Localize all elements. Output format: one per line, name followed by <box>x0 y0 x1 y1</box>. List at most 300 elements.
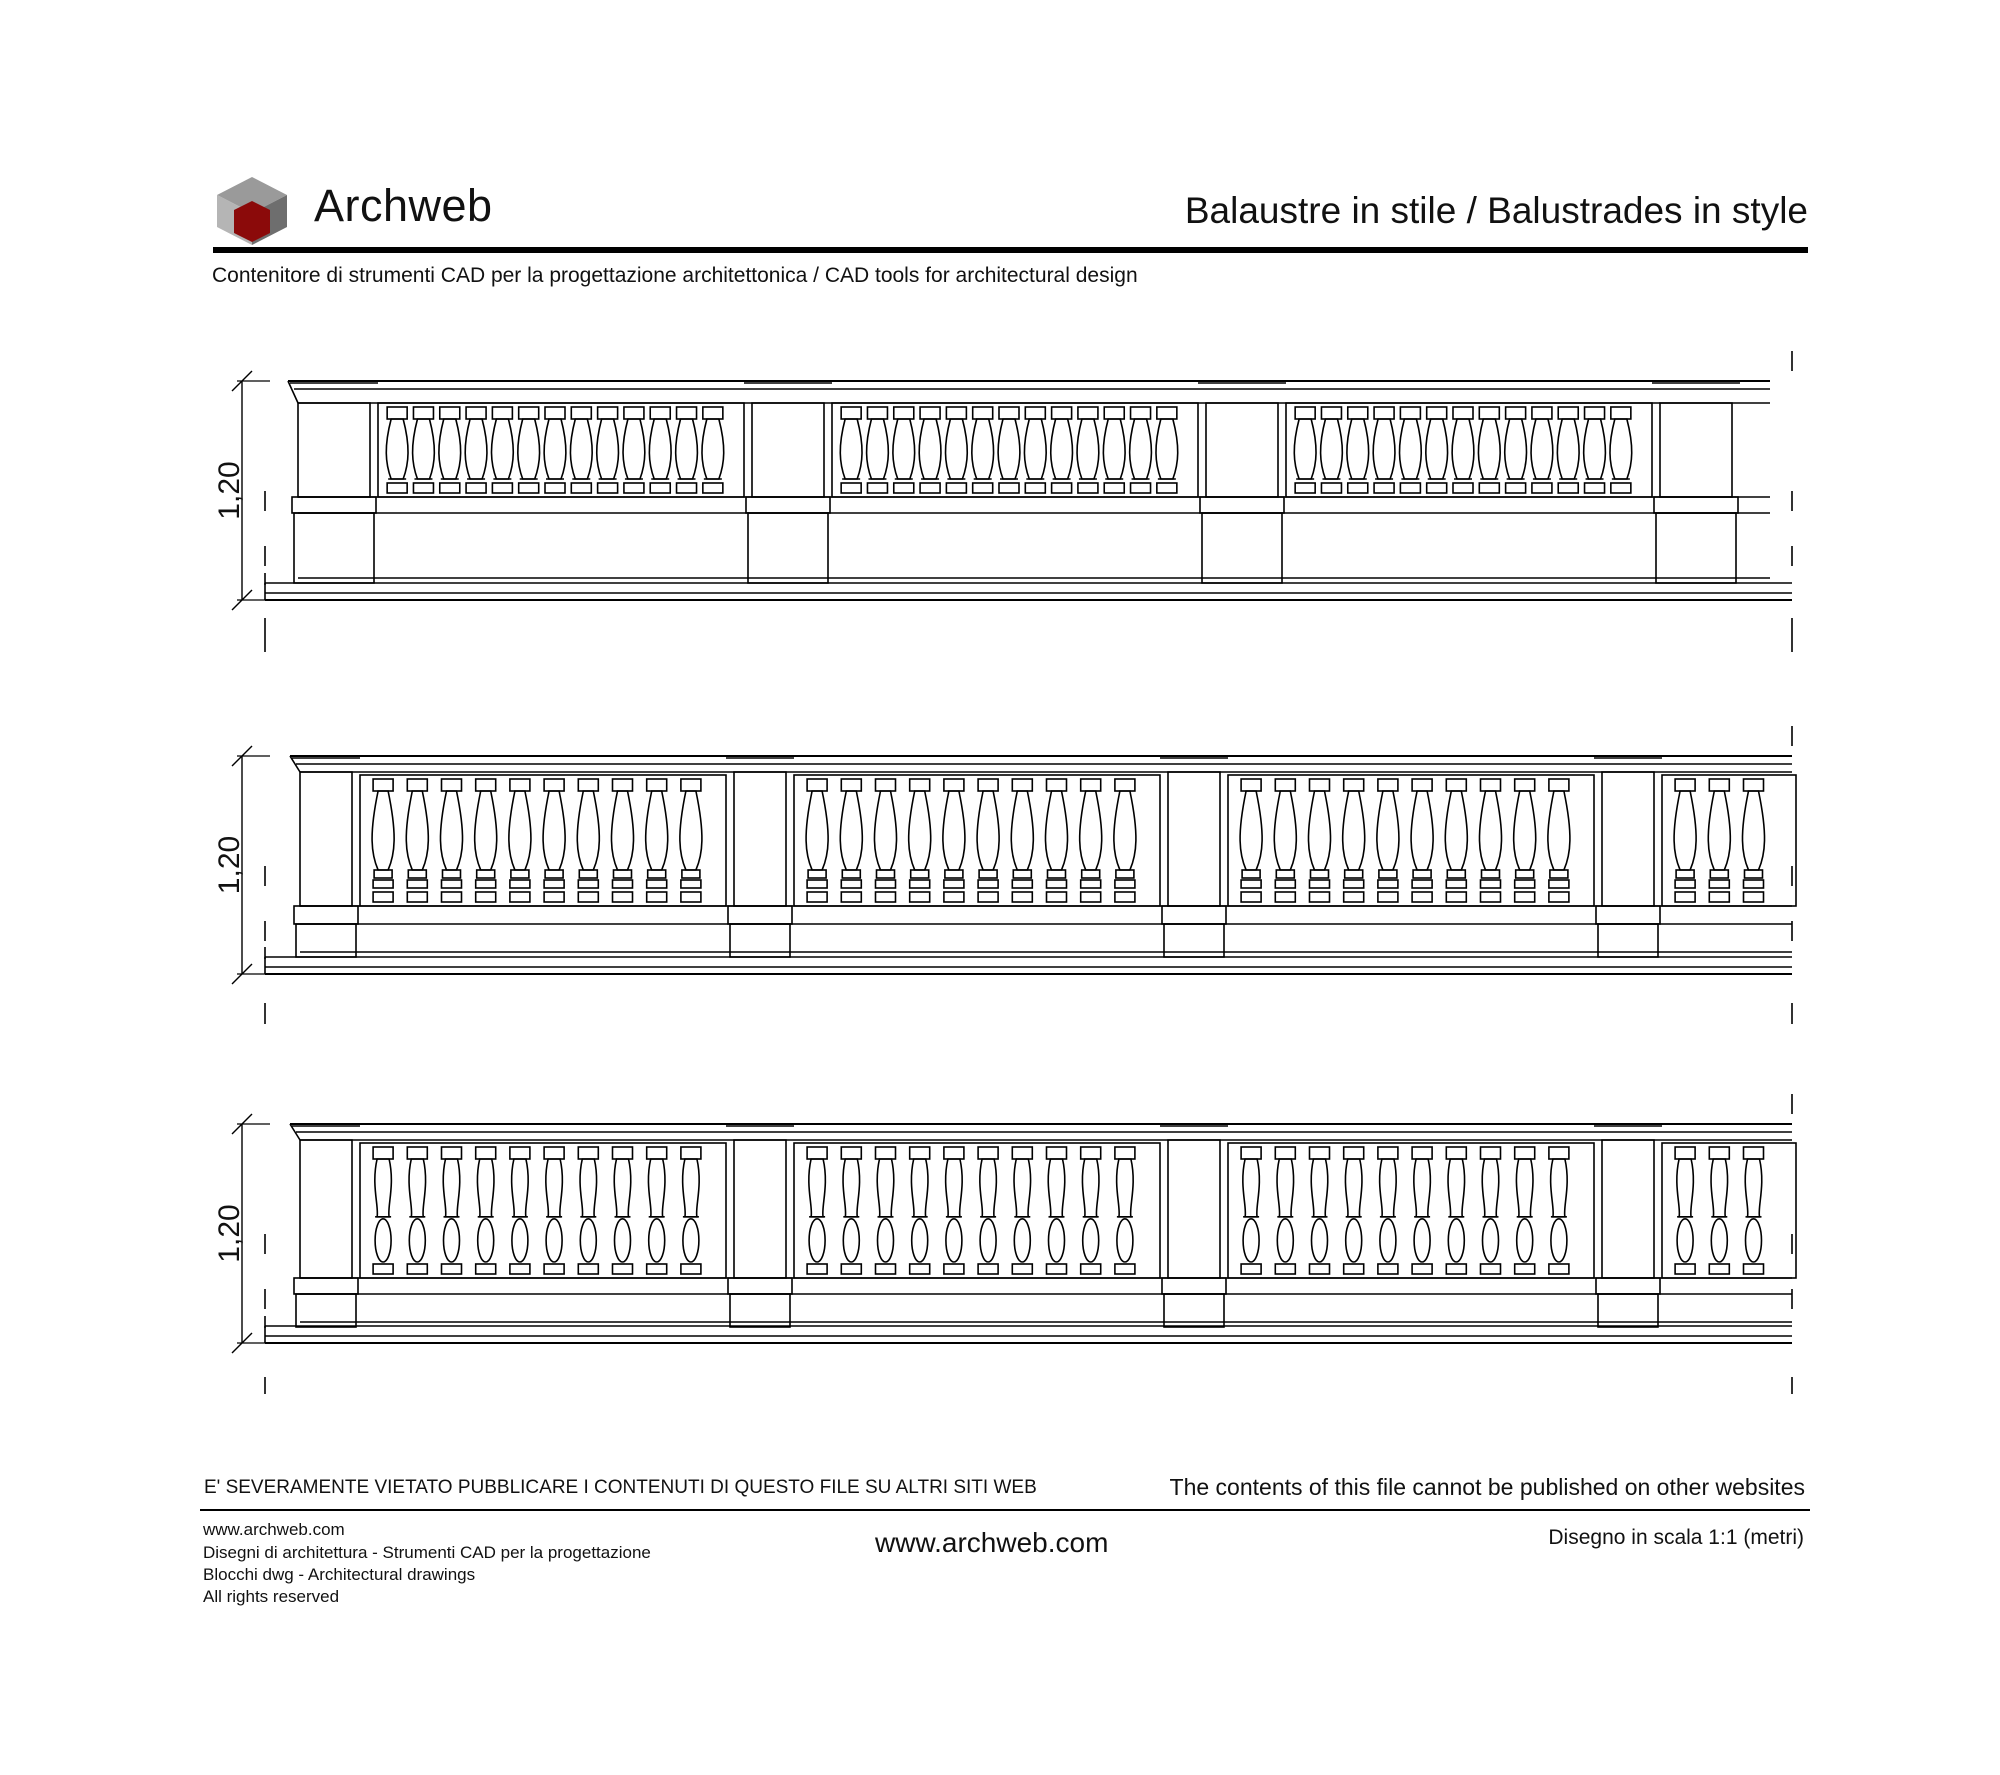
baluster-base <box>1412 1264 1432 1274</box>
baluster-base <box>1078 483 1098 493</box>
baluster-base <box>807 892 827 902</box>
baluster-base <box>1709 892 1729 902</box>
baluster-upper-bulb <box>1448 1159 1465 1217</box>
baluster-upper-bulb <box>512 1159 529 1217</box>
baluster-body <box>676 419 698 479</box>
baluster-body <box>1584 419 1606 479</box>
baluster-base <box>1453 483 1473 493</box>
baluster-cap <box>1515 1147 1535 1159</box>
baluster-cap <box>1479 407 1499 419</box>
baluster-cap <box>978 1147 998 1159</box>
baluster-lower-bulb <box>444 1219 460 1262</box>
baluster-base <box>1012 1264 1032 1274</box>
baluster-lower-bulb <box>580 1219 596 1262</box>
baluster-collar <box>911 870 929 878</box>
copyright-warning-english: The contents of this file cannot be published on other websites <box>1169 1474 1805 1500</box>
baluster-cap <box>519 407 539 419</box>
baluster-lower-bulb <box>1746 1219 1762 1262</box>
baluster-base <box>703 483 723 493</box>
baluster-base <box>545 483 565 493</box>
baluster-base <box>910 892 930 902</box>
baluster-cap <box>1453 407 1473 419</box>
baluster-collar <box>1447 870 1465 878</box>
baluster-cap <box>1052 407 1072 419</box>
baluster-base <box>841 1264 861 1274</box>
baluster-cap <box>407 779 427 791</box>
baluster-cap <box>1275 1147 1295 1159</box>
baluster-collar <box>1048 870 1066 878</box>
baluster-bulb <box>1080 791 1102 870</box>
baluster-ring <box>1012 880 1032 888</box>
baluster-collar <box>1276 870 1294 878</box>
baluster-body <box>1426 419 1448 479</box>
bay-frame <box>1228 1143 1594 1278</box>
baluster-ring <box>442 880 462 888</box>
baluster-cap <box>442 1147 462 1159</box>
baluster-ring <box>1446 880 1466 888</box>
baluster-bulb <box>1674 791 1696 870</box>
baluster-upper-bulb <box>1048 1159 1065 1217</box>
pier <box>300 1140 352 1278</box>
baluster-cap <box>978 779 998 791</box>
pier-base-moulding <box>746 497 830 513</box>
baluster-ring <box>944 880 964 888</box>
baluster-base <box>1241 1264 1261 1274</box>
baluster-lower-bulb <box>649 1219 665 1262</box>
baluster-lower-bulb <box>1483 1219 1499 1262</box>
pier <box>752 403 824 497</box>
baluster-base <box>1115 892 1135 902</box>
pier <box>734 1140 786 1278</box>
baluster-upper-bulb <box>877 1159 894 1217</box>
baluster-cap <box>1744 1147 1764 1159</box>
baluster-cap <box>1585 407 1605 419</box>
baluster-lower-bulb <box>980 1219 996 1262</box>
baluster-cap <box>841 1147 861 1159</box>
baluster-base <box>876 892 896 902</box>
baluster-base <box>1275 892 1295 902</box>
baluster-ring <box>807 880 827 888</box>
balustrade-elevation-3 <box>213 1094 1796 1394</box>
baluster-cap <box>647 779 667 791</box>
baluster-base <box>1446 1264 1466 1274</box>
baluster-cap <box>492 407 512 419</box>
baluster-cap <box>681 779 701 791</box>
baluster-cap <box>647 1147 667 1159</box>
footer-website-link[interactable]: www.archweb.com <box>875 1527 1109 1558</box>
bay-frame <box>794 1143 1160 1278</box>
baluster-base <box>1241 892 1261 902</box>
baluster-cap <box>1374 407 1394 419</box>
baluster-base <box>1378 1264 1398 1274</box>
baluster-cap <box>1675 779 1695 791</box>
baluster-lower-bulb <box>409 1219 425 1262</box>
baluster-base <box>1348 483 1368 493</box>
pier-base-moulding <box>1162 1278 1226 1294</box>
baluster-cap <box>681 1147 701 1159</box>
baluster-cap <box>1344 779 1364 791</box>
baluster-bulb <box>1377 791 1399 870</box>
baluster-bulb <box>943 791 965 870</box>
baluster-upper-bulb <box>1551 1159 1568 1217</box>
baluster-cap <box>946 407 966 419</box>
baluster-base <box>1310 892 1330 902</box>
dimension-label: 1,20 <box>213 835 246 895</box>
baluster-upper-bulb <box>843 1159 860 1217</box>
baluster-cap <box>1078 407 1098 419</box>
baluster-cap <box>571 407 591 419</box>
baluster-cap <box>544 1147 564 1159</box>
baluster-base <box>1344 1264 1364 1274</box>
baluster-cap <box>1012 779 1032 791</box>
baluster-base <box>650 483 670 493</box>
baluster-bulb <box>1308 791 1330 870</box>
brand-name: Archweb <box>314 180 493 231</box>
baluster-base <box>1025 483 1045 493</box>
baluster-cap <box>841 779 861 791</box>
baluster-cap <box>1744 779 1764 791</box>
baluster-cap <box>1532 407 1552 419</box>
baluster-ring <box>978 880 998 888</box>
baluster-base <box>647 892 667 902</box>
baluster-ring <box>1412 880 1432 888</box>
baluster-body <box>570 419 592 479</box>
baluster-cap <box>1549 1147 1569 1159</box>
baluster-collar <box>614 870 632 878</box>
page-subtitle: Contenitore di strumenti CAD per la progettazione architettonica / CAD tools for architectural design <box>212 264 1138 287</box>
baluster-base <box>841 483 861 493</box>
baluster-body <box>840 419 862 479</box>
baluster-upper-bulb <box>580 1159 597 1217</box>
baluster-base <box>841 892 861 902</box>
balustrade-elevation-2 <box>213 726 1796 1024</box>
baluster-body <box>1051 419 1073 479</box>
pier <box>1602 772 1654 906</box>
pier <box>298 403 370 497</box>
baluster-cap <box>544 779 564 791</box>
baluster-base <box>867 483 887 493</box>
baluster-ring <box>510 880 530 888</box>
baluster-cap <box>1241 1147 1261 1159</box>
baluster-cap <box>476 1147 496 1159</box>
baluster-cap <box>373 1147 393 1159</box>
baluster-cap <box>1515 779 1535 791</box>
baluster-upper-bulb <box>546 1159 563 1217</box>
baluster-cap <box>613 779 633 791</box>
baluster-cap <box>1025 407 1045 419</box>
baluster-body <box>465 419 487 479</box>
baluster-collar <box>1345 870 1363 878</box>
baluster-lower-bulb <box>1677 1219 1693 1262</box>
baluster-body <box>597 419 619 479</box>
baluster-cap <box>807 779 827 791</box>
baluster-body <box>386 419 408 479</box>
baluster-body <box>649 419 671 479</box>
pier-base-moulding <box>1162 906 1226 924</box>
baluster-cap <box>677 407 697 419</box>
baluster-bulb <box>1274 791 1296 870</box>
baluster-cap <box>910 1147 930 1159</box>
baluster-lower-bulb <box>1049 1219 1065 1262</box>
baluster-cap <box>1378 1147 1398 1159</box>
baluster-base <box>1374 483 1394 493</box>
baluster-bulb <box>577 791 599 870</box>
baluster-collar <box>979 870 997 878</box>
baluster-base <box>1310 1264 1330 1274</box>
baluster-cap <box>1481 1147 1501 1159</box>
baluster-base <box>1549 892 1569 902</box>
baluster-cap <box>1104 407 1124 419</box>
baluster-lower-bulb <box>843 1219 859 1262</box>
baluster-ring <box>1275 880 1295 888</box>
baluster-body <box>867 419 889 479</box>
baluster-body <box>1400 419 1422 479</box>
dimension-label: 1,20 <box>213 461 246 520</box>
baluster-lower-bulb <box>946 1219 962 1262</box>
baluster-upper-bulb <box>648 1159 665 1217</box>
baluster-bulb <box>806 791 828 870</box>
baluster-ring <box>1115 880 1135 888</box>
baluster-upper-bulb <box>443 1159 460 1217</box>
baluster-cap <box>1115 1147 1135 1159</box>
baluster-base <box>1012 892 1032 902</box>
baluster-lower-bulb <box>1117 1219 1133 1262</box>
baluster-ring <box>1047 880 1067 888</box>
baluster-cap <box>807 1147 827 1159</box>
baluster-collar <box>545 870 563 878</box>
baluster-base <box>571 483 591 493</box>
baluster-cap <box>1378 779 1398 791</box>
baluster-bulb <box>646 791 668 870</box>
pier-base-moulding <box>292 497 376 513</box>
baluster-bulb <box>1114 791 1136 870</box>
baluster-base <box>1275 1264 1295 1274</box>
baluster-upper-bulb <box>409 1159 426 1217</box>
baluster-ring <box>910 880 930 888</box>
baluster-cap <box>1295 407 1315 419</box>
baluster-base <box>544 892 564 902</box>
baluster-ring <box>1378 880 1398 888</box>
pier <box>734 772 786 906</box>
baluster-lower-bulb <box>1711 1219 1727 1262</box>
pier-base-moulding <box>1596 906 1660 924</box>
baluster-body <box>972 419 994 479</box>
baluster-base <box>440 483 460 493</box>
baluster-collar <box>648 870 666 878</box>
baluster-collar <box>1516 870 1534 878</box>
baluster-base <box>1481 1264 1501 1274</box>
baluster-cap <box>999 407 1019 419</box>
baluster-upper-bulb <box>1345 1159 1362 1217</box>
baluster-upper-bulb <box>1711 1159 1728 1217</box>
baluster-bulb <box>372 791 394 870</box>
baluster-body <box>413 419 435 479</box>
baluster-lower-bulb <box>1312 1219 1328 1262</box>
baluster-base <box>519 483 539 493</box>
baluster-collar <box>1413 870 1431 878</box>
baluster-body <box>439 419 461 479</box>
baluster-cap <box>1709 1147 1729 1159</box>
baluster-cap <box>1558 407 1578 419</box>
baluster-upper-bulb <box>614 1159 631 1217</box>
baluster-body <box>1347 419 1369 479</box>
baluster-base <box>1481 892 1501 902</box>
baluster-cap <box>944 1147 964 1159</box>
baluster-body <box>1024 419 1046 479</box>
baluster-body <box>1505 419 1527 479</box>
baluster-upper-bulb <box>477 1159 494 1217</box>
baluster-lower-bulb <box>809 1219 825 1262</box>
baluster-upper-bulb <box>1082 1159 1099 1217</box>
baluster-lower-bulb <box>1551 1219 1567 1262</box>
baluster-base <box>613 892 633 902</box>
baluster-ring <box>1675 880 1695 888</box>
baluster-ring <box>876 880 896 888</box>
baluster-ring <box>841 880 861 888</box>
baluster-body <box>1373 419 1395 479</box>
baluster-cap <box>387 407 407 419</box>
baluster-upper-bulb <box>1311 1159 1328 1217</box>
baluster-base <box>476 892 496 902</box>
baluster-cap <box>1446 1147 1466 1159</box>
baluster-collar <box>1013 870 1031 878</box>
baluster-ring <box>1344 880 1364 888</box>
baluster-cap <box>1675 1147 1695 1159</box>
baluster-base <box>1081 1264 1101 1274</box>
baluster-base <box>1446 892 1466 902</box>
baluster-cap <box>1506 407 1526 419</box>
baluster-lower-bulb <box>1083 1219 1099 1262</box>
baluster-upper-bulb <box>1277 1159 1294 1217</box>
baluster-base <box>946 483 966 493</box>
baluster-cap <box>1412 1147 1432 1159</box>
baluster-base <box>1744 1264 1764 1274</box>
baluster-ring <box>1481 880 1501 888</box>
pier <box>1602 1140 1654 1278</box>
baluster-bulb <box>1514 791 1536 870</box>
baluster-bulb <box>874 791 896 870</box>
baluster-base <box>598 483 618 493</box>
baluster-cap <box>1081 779 1101 791</box>
baluster-base <box>681 892 701 902</box>
baluster-lower-bulb <box>1517 1219 1533 1262</box>
baluster-bulb <box>1445 791 1467 870</box>
baluster-base <box>544 1264 564 1274</box>
baluster-upper-bulb <box>1677 1159 1694 1217</box>
baluster-base <box>1295 483 1315 493</box>
baluster-base <box>578 1264 598 1274</box>
baluster-cap <box>1047 779 1067 791</box>
baluster-ring <box>647 880 667 888</box>
baluster-bulb <box>1411 791 1433 870</box>
baluster-body <box>1077 419 1099 479</box>
pier <box>1206 403 1278 497</box>
baluster-bulb <box>475 791 497 870</box>
baluster-cap <box>944 779 964 791</box>
baluster-base <box>1052 483 1072 493</box>
baluster-base <box>920 483 940 493</box>
baluster-ring <box>578 880 598 888</box>
baluster-cap <box>476 779 496 791</box>
baluster-collar <box>1082 870 1100 878</box>
baluster-cap <box>894 407 914 419</box>
baluster-base <box>910 1264 930 1274</box>
baluster-lower-bulb <box>478 1219 494 1262</box>
baluster-body <box>1156 419 1178 479</box>
baluster-cap <box>1047 1147 1067 1159</box>
baluster-base <box>1157 483 1177 493</box>
baluster-base <box>510 892 530 902</box>
baluster-base <box>613 1264 633 1274</box>
baluster-cap <box>703 407 723 419</box>
baluster-ring <box>1081 880 1101 888</box>
baluster-body <box>1557 419 1579 479</box>
baluster-collar <box>877 870 895 878</box>
baluster-lower-bulb <box>878 1219 894 1262</box>
pier-base-moulding <box>294 1278 358 1294</box>
baluster-bulb <box>1343 791 1365 870</box>
baluster-ring <box>1310 880 1330 888</box>
baluster-upper-bulb <box>683 1159 700 1217</box>
baluster-bulb <box>840 791 862 870</box>
baluster-collar <box>945 870 963 878</box>
baluster-collar <box>511 870 529 878</box>
baluster-lower-bulb <box>1448 1219 1464 1262</box>
baluster-cap <box>1321 407 1341 419</box>
baluster-base <box>1400 483 1420 493</box>
baluster-collar <box>579 870 597 878</box>
baluster-base <box>1131 483 1151 493</box>
baluster-base <box>1675 1264 1695 1274</box>
baluster-ring <box>1515 880 1535 888</box>
baluster-upper-bulb <box>911 1159 928 1217</box>
baluster-lower-bulb <box>1346 1219 1362 1262</box>
baluster-base <box>1104 483 1124 493</box>
baluster-base <box>510 1264 530 1274</box>
baluster-collar <box>1379 870 1397 878</box>
baluster-lower-bulb <box>546 1219 562 1262</box>
handrail-end-profile <box>288 381 298 403</box>
baluster-lower-bulb <box>375 1219 391 1262</box>
baluster-base <box>807 1264 827 1274</box>
baluster-cap <box>1081 1147 1101 1159</box>
baluster-base <box>1611 483 1631 493</box>
pier-pedestal <box>1202 513 1282 583</box>
baluster-body <box>1531 419 1553 479</box>
baluster-upper-bulb <box>1380 1159 1397 1217</box>
baluster-upper-bulb <box>1014 1159 1031 1217</box>
baluster-cap <box>910 779 930 791</box>
pier <box>1168 1140 1220 1278</box>
baluster-body <box>1452 419 1474 479</box>
baluster-cap <box>510 1147 530 1159</box>
baluster-base <box>476 1264 496 1274</box>
baluster-body <box>998 419 1020 479</box>
baluster-base <box>978 892 998 902</box>
baluster-base <box>1675 892 1695 902</box>
pier-base-moulding <box>1596 1278 1660 1294</box>
baluster-ring <box>1241 880 1261 888</box>
bay-frame <box>360 1143 726 1278</box>
baluster-cap <box>440 407 460 419</box>
baluster-cap <box>867 407 887 419</box>
baluster-base <box>876 1264 896 1274</box>
baluster-body <box>1294 419 1316 479</box>
baluster-base <box>1585 483 1605 493</box>
pier-base-moulding <box>728 906 792 924</box>
baluster-body <box>1130 419 1152 479</box>
baluster-cap <box>1310 1147 1330 1159</box>
